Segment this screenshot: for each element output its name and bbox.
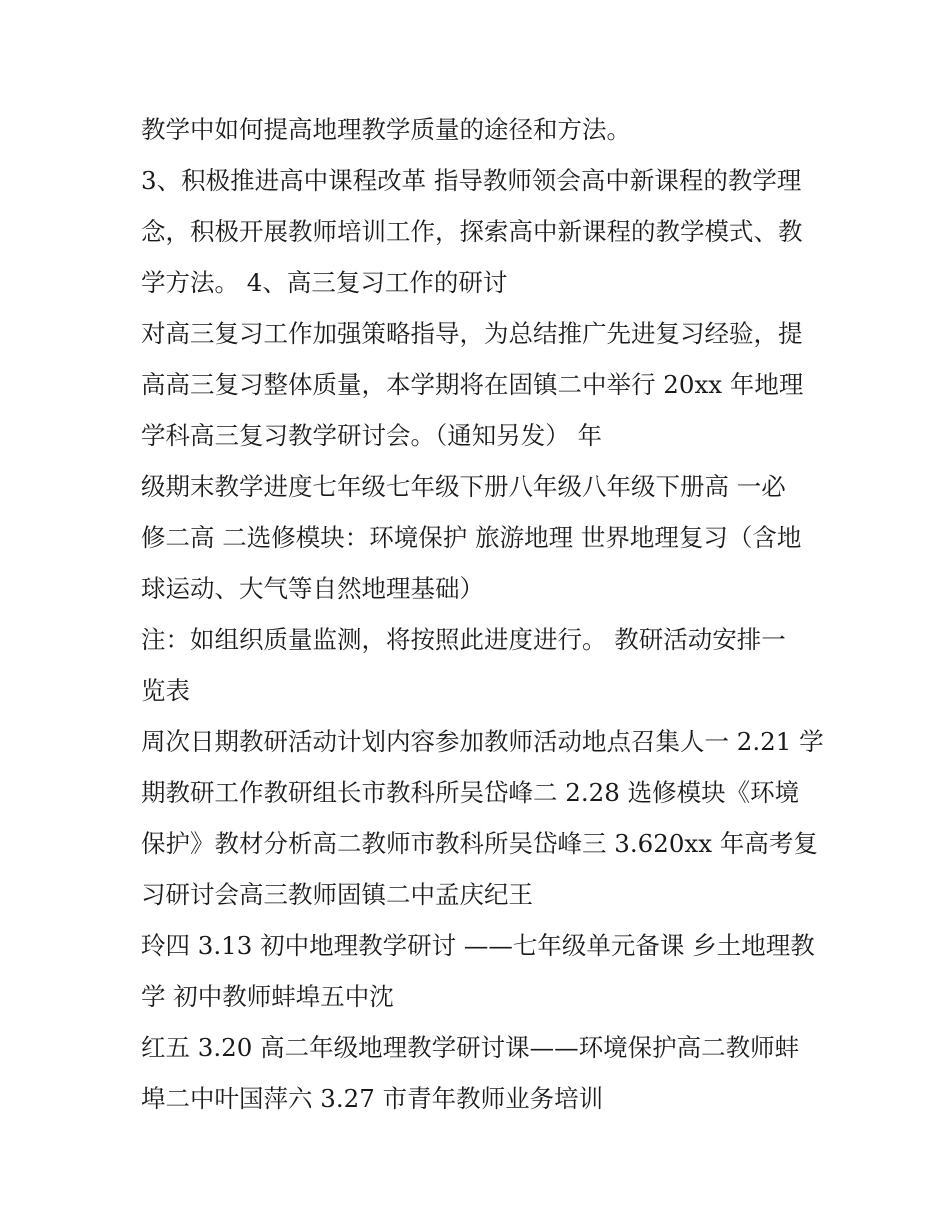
text-line-9: 修二高 二选修模块：环境保护 旅游地理 世界地理复习（含地 (141, 523, 802, 552)
text-line-7: 学科高三复习教学研讨会。（通知另发） 年 (141, 421, 603, 450)
text-line-15: 保护》教材分析高二教师市教科所吴岱峰三 3.620xx 年高考复 (141, 829, 818, 858)
text-line-3: 念，积极开展教师培训工作，探索高中新课程的教学模式、教 (141, 217, 803, 246)
text-line-11: 注：如组织质量监测，将按照此进度进行。 教研活动安排一 (141, 625, 786, 654)
text-line-16: 习研讨会高三教师固镇二中孟庆纪王 (141, 880, 533, 909)
text-line-8: 级期末教学进度七年级七年级下册八年级八年级下册高 一必 (141, 472, 786, 501)
text-line-12: 览表 (141, 676, 190, 705)
text-line-17: 玲四 3.13 初中地理教学研讨 ——七年级单元备课 乡土地理教 (141, 931, 815, 960)
text-line-20: 埠二中叶国萍六 3.27 市青年教师业务培训 (141, 1084, 604, 1113)
text-line-4: 学方法。 4、高三复习工作的研讨 (141, 268, 508, 297)
text-line-1: 教学中如何提高地理教学质量的途径和方法。 (141, 115, 631, 144)
text-line-6: 高高三复习整体质量，本学期将在固镇二中举行 20xx 年地理 (141, 370, 804, 399)
body-text (141, 104, 824, 1124)
text-line-10: 球运动、大气等自然地理基础） (141, 574, 484, 603)
text-line-14: 期教研工作教研组长市教科所吴岱峰二 2.28 选修模块《环境 (141, 778, 800, 807)
text-line-19: 红五 3.20 高二年级地理教学研讨课——环境保护高二教师蚌 (141, 1033, 800, 1062)
text-line-18: 学 初中教师蚌埠五中沈 (141, 982, 394, 1011)
text-line-5: 对高三复习工作加强策略指导，为总结推广先进复习经验，提 (141, 319, 803, 348)
text-line-2: 3、积极推进高中课程改革 指导教师领会高中新课程的教学理 (141, 166, 802, 195)
text-line-13: 周次日期教研活动计划内容参加教师活动地点召集人一 2.21 学 (141, 727, 824, 756)
